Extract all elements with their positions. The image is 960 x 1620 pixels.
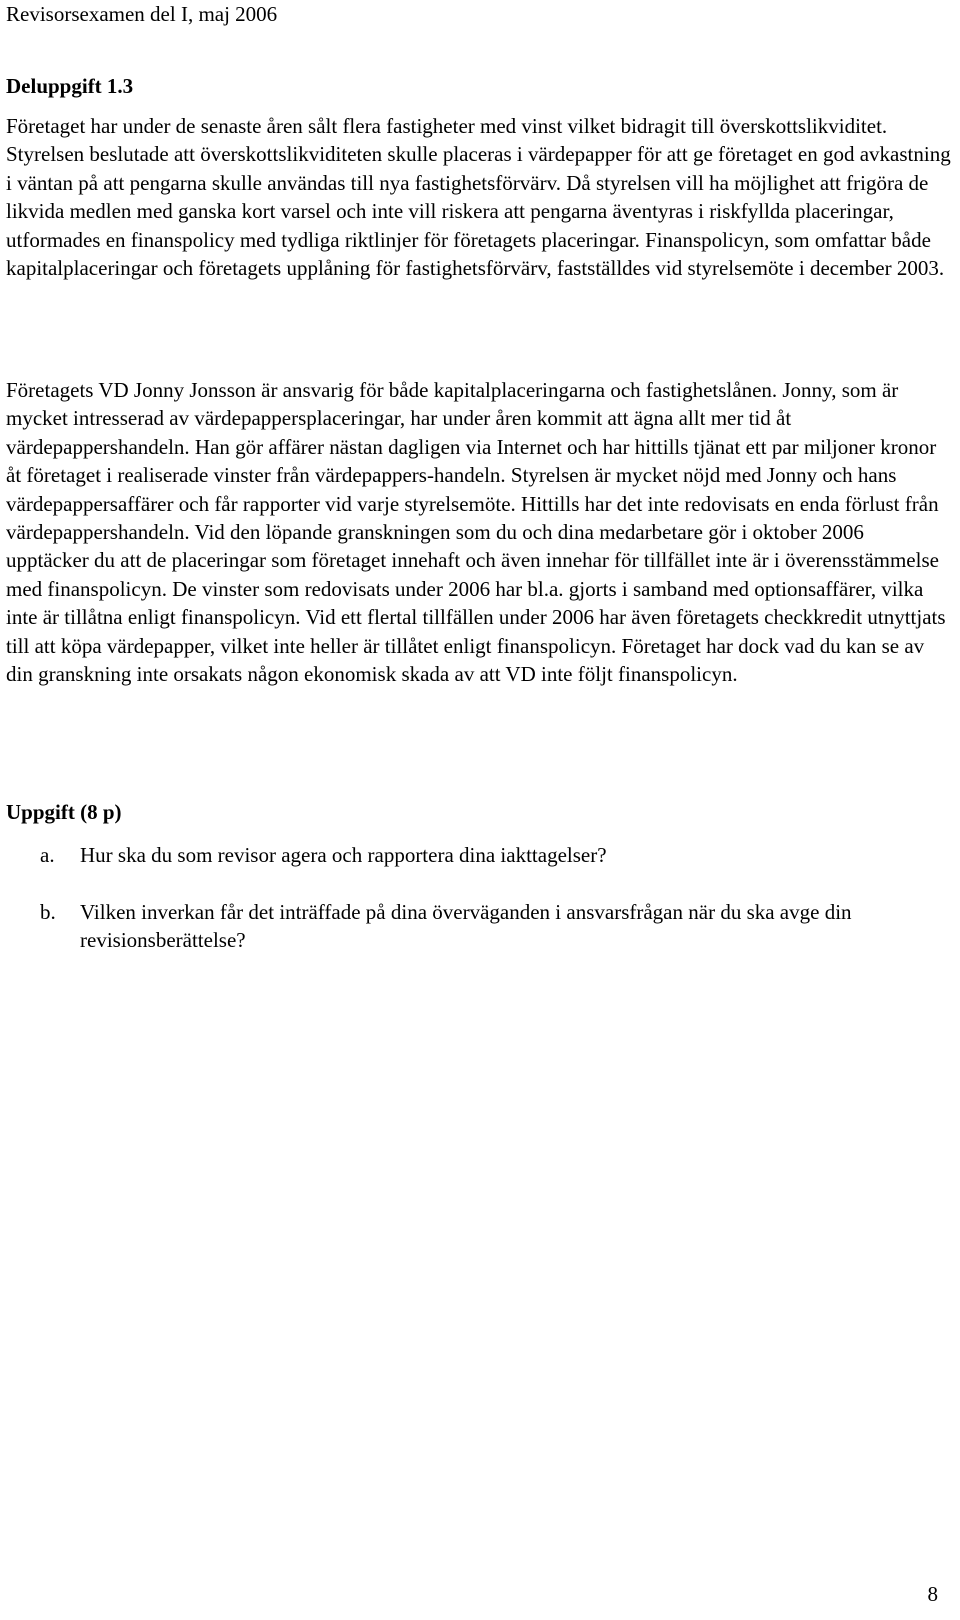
question-text: Hur ska du som revisor agera och rapportera dina iakttagelser?: [80, 843, 607, 867]
question-b: [40, 898, 930, 955]
question-letter: b.: [40, 900, 56, 924]
task-heading: Uppgift (8 p): [6, 800, 122, 824]
paragraph-background: Företaget har under de senaste åren sålt flera fastigheter med vinst vilket bidragit till överskottslikviditet. Styrelsen beslutade att överskottslikviditeten skulle placeras i värdepapper för att ge företaget en god avkastning i väntan på att pengarna skulle användas till nya fastighetsförvärv. Då styrelsen vill ha möjlighet att frigöra de likvida medlen med ganska kort varsel och inte vill riskera att pengarna äventyras i riskfyllda placeringar, utformades en finanspolicy med tydliga riktlinjer för företagets placeringar. Finanspolicyn, som omfattar både kapitalplaceringar och företagets upplåning för fastighetsförvärv, fastställdes vid styrelsemöte i december 2003.: [6, 114, 951, 281]
question-letter: a.: [40, 843, 55, 867]
section-heading: Deluppgift 1.3: [6, 74, 134, 98]
page-header: Revisorsexamen del I, maj 2006: [6, 2, 278, 26]
paragraph-case-details: Företagets VD Jonny Jonsson är ansvarig för både kapitalplaceringarna och fastighetslånen. Jonny, som är mycket intresserad av värdepappersplaceringar, har under åren kommit att ägna allt mer tid åt värdepappershandeln. Han gör affärer nästan dagligen via Internet och har hittills tjänat ett par miljoner kronor åt företaget i realiserade vinster från värdepappers-handeln. Styrelsen är mycket nöjd med Jonny och hans värdepappersaffärer och får rapporter vid varje styrelsemöte. Hittills har det inte redovisats en enda förlust från värdepappershandeln. Vid den löpande granskningen som du och dina medarbetare gör i oktober 2006 upptäcker du att de placeringar som företaget innehaft och även innehar för tillfället inte är i överensstämmelse med finanspolicyn. De vinster som redovisats under 2006 har bl.a. gjorts i samband med optionsaffärer, vilka inte är tillåtna enligt finanspolicyn. Vid ett flertal tillfällen under 2006 har även företagets checkkredit utnyttjats till att köpa värdepapper, vilket inte heller är tillåtet enligt finanspolicyn. Företaget har dock vad du kan se av din granskning inte orsakats någon ekonomisk skada av att VD inte följt finanspolicyn.: [6, 378, 946, 687]
question-a: [40, 841, 930, 869]
page-number: 8: [927, 1582, 938, 1606]
question-text: Vilken inverkan får det inträffade på dina överväganden i ansvarsfrågan när du ska avge din revisionsberättelse?: [80, 900, 852, 953]
